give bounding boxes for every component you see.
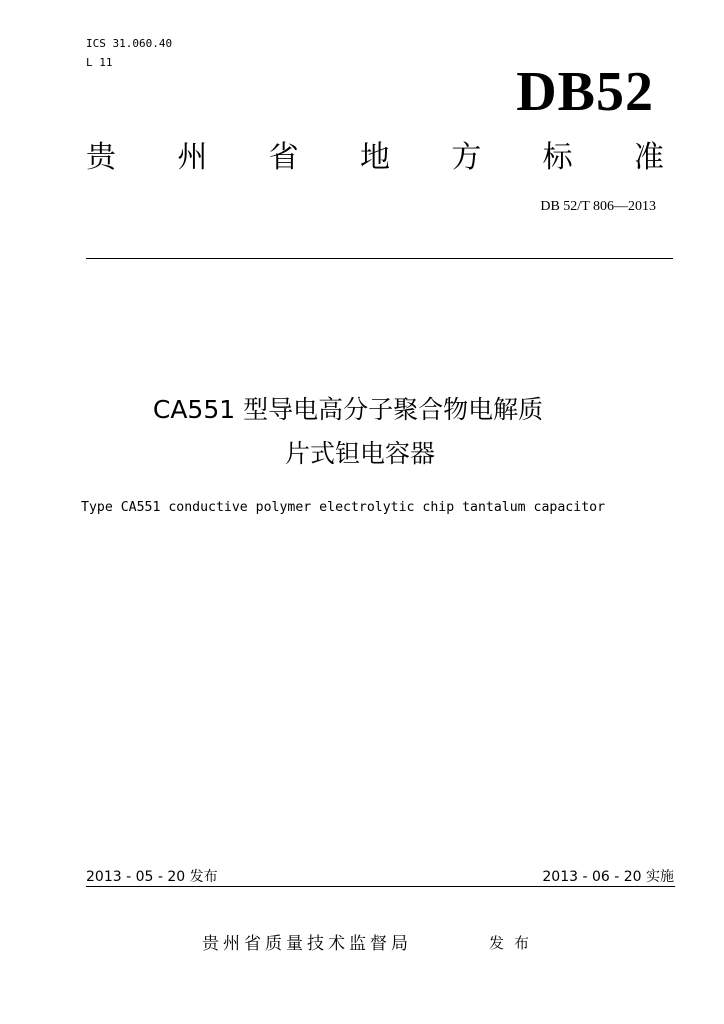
implementation-date: 2013 - 06 - 20 实施 xyxy=(542,869,674,885)
ics-code: ICS 31.060.40 xyxy=(86,37,173,50)
document-title-en: Type CA551 conductive polymer electrolytic chip tantalum capacitor xyxy=(81,500,606,515)
standard-type-char: 贵 xyxy=(86,140,116,175)
header-divider xyxy=(86,258,673,259)
standard-type-char: 省 xyxy=(268,140,299,175)
standard-type-char: 准 xyxy=(633,140,664,175)
standard-type-char: 方 xyxy=(451,140,482,175)
publish-label: 发布 xyxy=(489,934,540,952)
publisher: 贵州省质量技术监督局 xyxy=(202,934,412,954)
ccs-code: L 11 xyxy=(86,56,113,69)
standard-type-title xyxy=(86,140,664,176)
standard-type-char: 地 xyxy=(359,140,390,175)
standard-number: DB 52/T 806—2013 xyxy=(540,199,656,214)
document-title-cn-line1: CA551 型导电高分子聚合物电解质 xyxy=(152,395,544,424)
standard-type-char: 州 xyxy=(177,140,208,175)
issue-date: 2013 - 05 - 20 发布 xyxy=(86,869,218,885)
standard-mark: DB52 xyxy=(516,61,654,123)
footer-divider xyxy=(86,886,675,887)
standard-type-char: 标 xyxy=(542,140,573,175)
document-title-cn-line2: 片式钽电容器 xyxy=(284,439,435,468)
